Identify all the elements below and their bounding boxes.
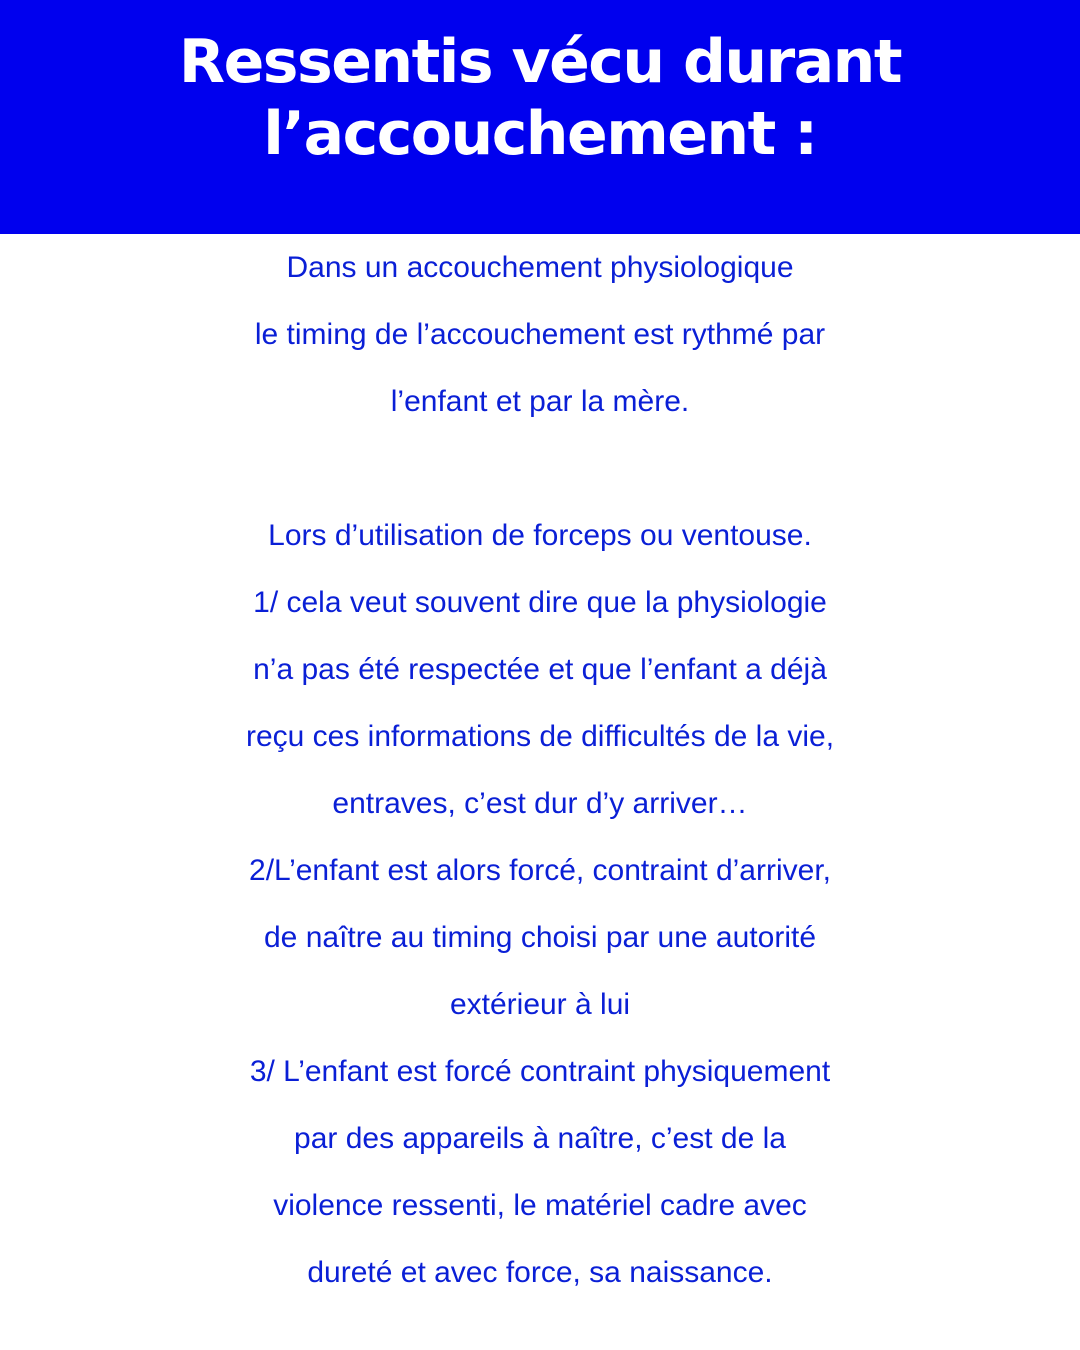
list-item-line: 2/L’enfant est alors forcé, contraint d’arriver, [249,854,831,887]
list-item-line: reçu ces informations de difficultés de la vie, [245,720,835,753]
header-banner [0,0,1080,234]
paragraph-spacer [0,435,1080,502]
list-item-line: de naître au timing choisi par une autorité [264,921,816,954]
list-item-line: extérieur à lui [449,988,631,1021]
list-item-line: violence ressenti, le matériel cadre avec [273,1189,807,1222]
list-item-line: par des appareils à naître, c’est de la [294,1122,786,1155]
list-item-line: 3/ L’enfant est forcé contraint physiquement [249,1055,831,1088]
list-item-line: dureté et avec force, sa naissance. [307,1256,773,1289]
page-title [0,26,1080,170]
paragraph-line: Dans un accouchement physiologique [286,251,794,284]
list-item-line: 1/ cela veut souvent dire que la physiologie [253,586,827,619]
body-text [0,234,1080,1306]
page-title-line-1: Ressentis vécu durant [178,27,902,97]
list-item-line: n’a pas été respectée et que l’enfant a déjà [253,653,827,686]
page-title-line-2: l’accouchement : [263,99,817,169]
list-item-line: entraves, c’est dur d’y arriver… [332,787,748,820]
paragraph-line: le timing de l’accouchement est rythmé par [254,318,826,351]
paragraph-line: Lors d’utilisation de forceps ou ventouse. [268,519,812,552]
paragraph-line: l’enfant et par la mère. [390,385,690,418]
